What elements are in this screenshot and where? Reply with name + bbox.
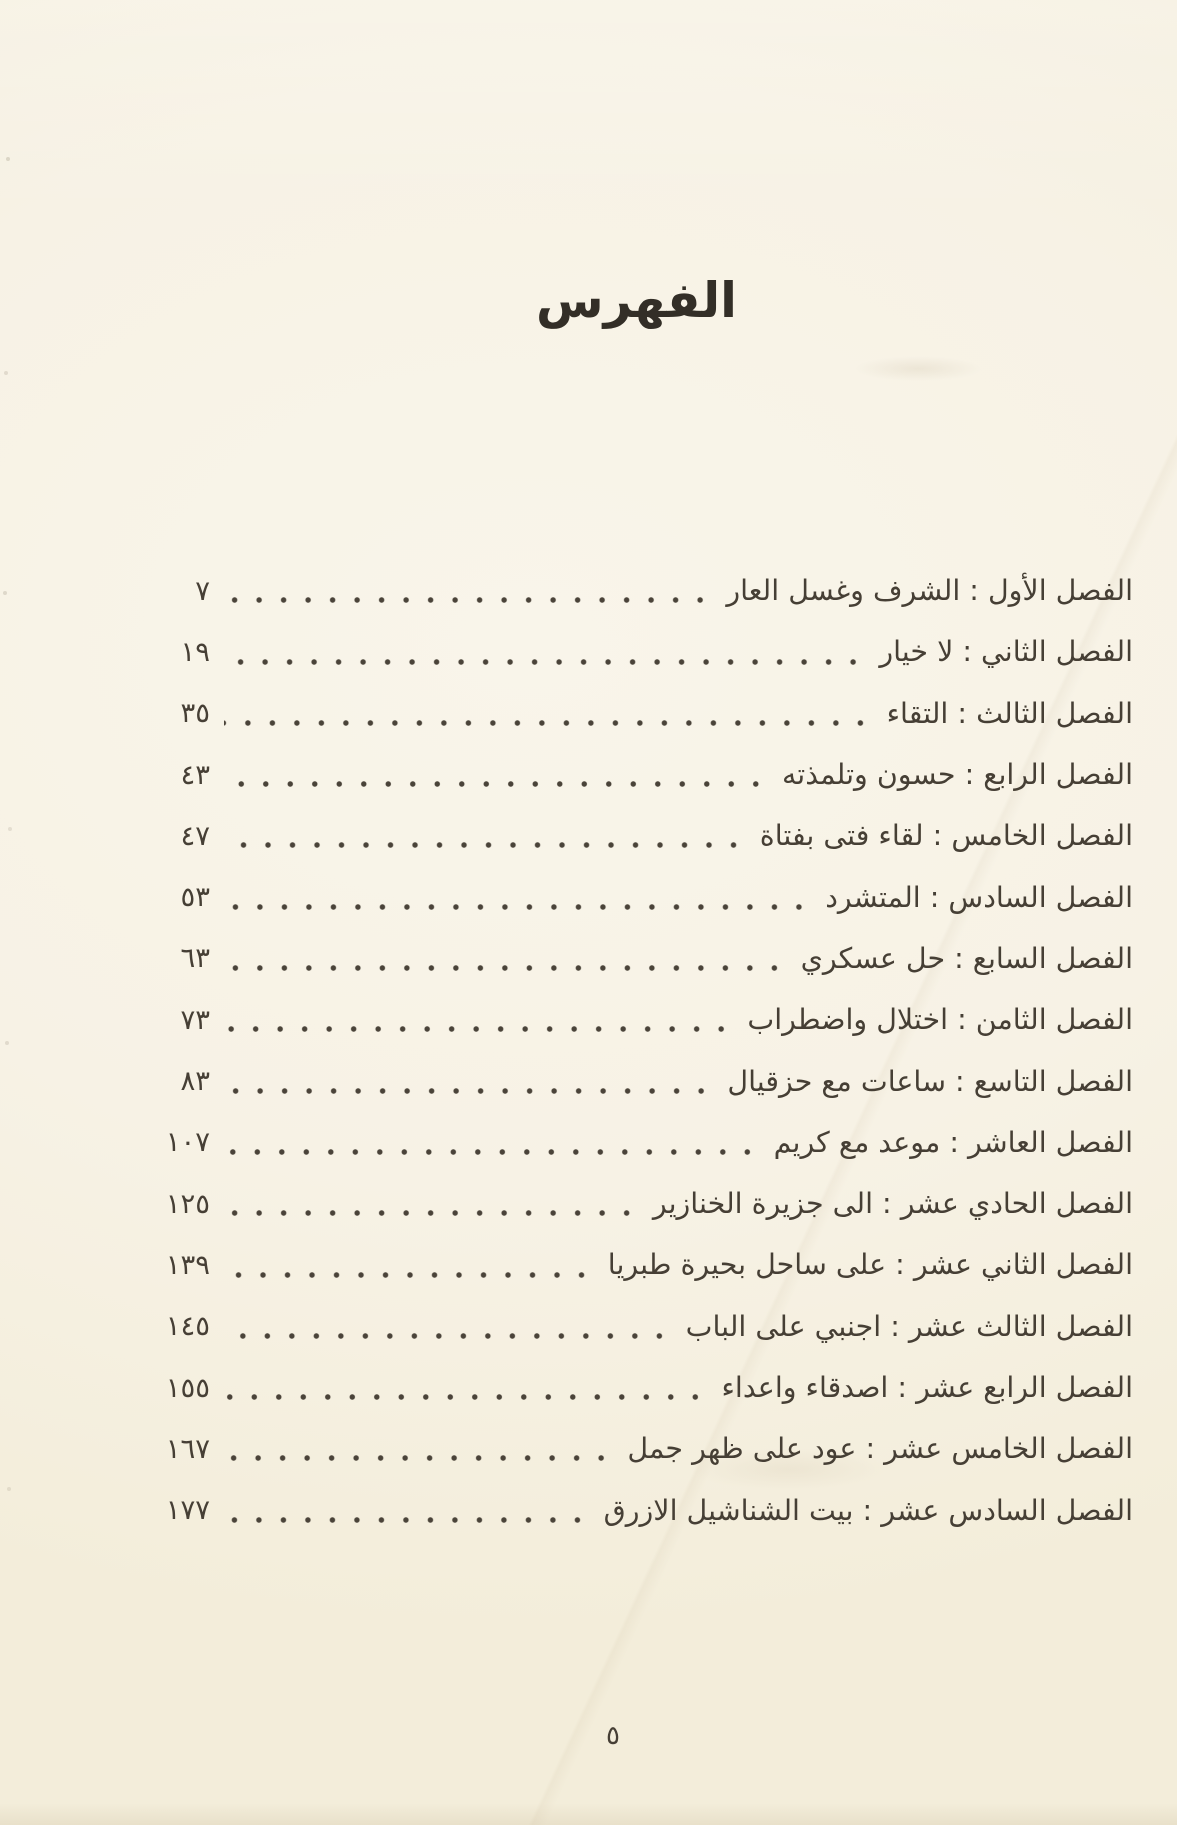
dot-leader <box>224 866 813 927</box>
toc-list <box>148 560 1133 1541</box>
toc-entry <box>148 683 1133 744</box>
chapter-title: الفصل السادس عشر : بيت الشناشيل الازرق <box>603 1493 1133 1527</box>
toc-entry <box>148 928 1133 989</box>
toc-entry <box>148 1173 1133 1234</box>
dot-leader <box>224 1050 715 1111</box>
dot-leader <box>224 683 875 744</box>
dot-leader <box>224 1234 596 1295</box>
chapter-page-number: ١٣٩ <box>165 1248 210 1281</box>
dot-leader <box>224 1418 615 1479</box>
dot-leader <box>224 928 789 989</box>
dot-leader <box>224 621 867 682</box>
chapter-page-number: ٧ <box>195 574 210 607</box>
chapter-page-number: ٤٣ <box>180 758 210 791</box>
toc-entry <box>148 1050 1133 1111</box>
chapter-page-number: ١٤٥ <box>165 1310 210 1343</box>
chapter-title: الفصل الرابع : حسون وتلمذته <box>782 758 1133 792</box>
dot-leader <box>224 1173 641 1234</box>
toc-entry <box>148 866 1133 927</box>
chapter-page-number: ٧٣ <box>180 1003 210 1036</box>
chapter-page-number: ١٠٧ <box>165 1126 210 1159</box>
toc-entry <box>148 805 1133 866</box>
dot-leader <box>224 989 735 1050</box>
chapter-title: الفصل السادس : المتشرد <box>825 880 1133 914</box>
chapter-page-number: ١٧٧ <box>165 1494 210 1527</box>
chapter-page-number: ١٩ <box>180 635 210 668</box>
chapter-title: الفصل الخامس : لقاء فتى بفتاة <box>759 819 1133 853</box>
chapter-title: الفصل الثاني : لا خيار <box>879 635 1133 669</box>
toc-entry <box>148 1234 1133 1295</box>
chapter-title: الفصل الأول : الشرف وغسل العار <box>726 574 1133 608</box>
chapter-title: الفصل الرابع عشر : اصدقاء واعداء <box>721 1371 1133 1404</box>
chapter-page-number: ٣٥ <box>180 697 210 730</box>
dot-leader <box>224 1479 592 1540</box>
page-title: الفهرس <box>536 272 737 329</box>
toc-entry <box>148 744 1133 805</box>
scan-speckles <box>0 0 2 2</box>
chapter-page-number: ١٢٥ <box>165 1187 210 1220</box>
toc-entry <box>148 1112 1133 1173</box>
chapter-title: الفصل الثالث عشر : اجنبي على الباب <box>685 1309 1133 1343</box>
toc-entry <box>148 621 1133 682</box>
chapter-page-number: ١٥٥ <box>165 1371 210 1404</box>
chapter-page-number: ٨٣ <box>180 1065 210 1098</box>
chapter-title: الفصل الخامس عشر : عود على ظهر جمل <box>627 1432 1133 1466</box>
chapter-title: الفصل الثالث : التقاء <box>886 696 1133 730</box>
toc-entry <box>148 989 1133 1050</box>
chapter-page-number: ١٦٧ <box>165 1432 210 1465</box>
dot-leader <box>224 744 770 805</box>
chapter-title: الفصل الثامن : اختلال واضطراب <box>747 1003 1133 1037</box>
dot-leader <box>224 1112 762 1173</box>
dot-leader <box>224 1357 710 1418</box>
toc-entry <box>148 1418 1133 1479</box>
chapter-page-number: ٥٣ <box>180 881 210 914</box>
toc-entry <box>148 560 1133 621</box>
chapter-title: الفصل السابع : حل عسكري <box>800 941 1133 975</box>
toc-entry <box>148 1479 1133 1540</box>
chapter-title: الفصل التاسع : ساعات مع حزقيال <box>727 1064 1133 1098</box>
dot-leader <box>224 560 714 621</box>
toc-entry <box>148 1357 1133 1418</box>
dot-leader <box>224 1296 674 1357</box>
toc-entry <box>148 1296 1133 1357</box>
chapter-title: الفصل الحادي عشر : الى جزيرة الخنازير <box>652 1187 1133 1221</box>
chapter-page-number: ٦٣ <box>180 942 210 975</box>
chapter-page-number: ٤٧ <box>180 819 210 852</box>
chapter-title: الفصل العاشر : موعد مع كريم <box>773 1125 1133 1159</box>
dot-leader <box>224 805 748 866</box>
chapter-title: الفصل الثاني عشر : على ساحل بحيرة طبريا <box>607 1248 1133 1282</box>
footer-page-number: ٥ <box>606 1721 620 1751</box>
